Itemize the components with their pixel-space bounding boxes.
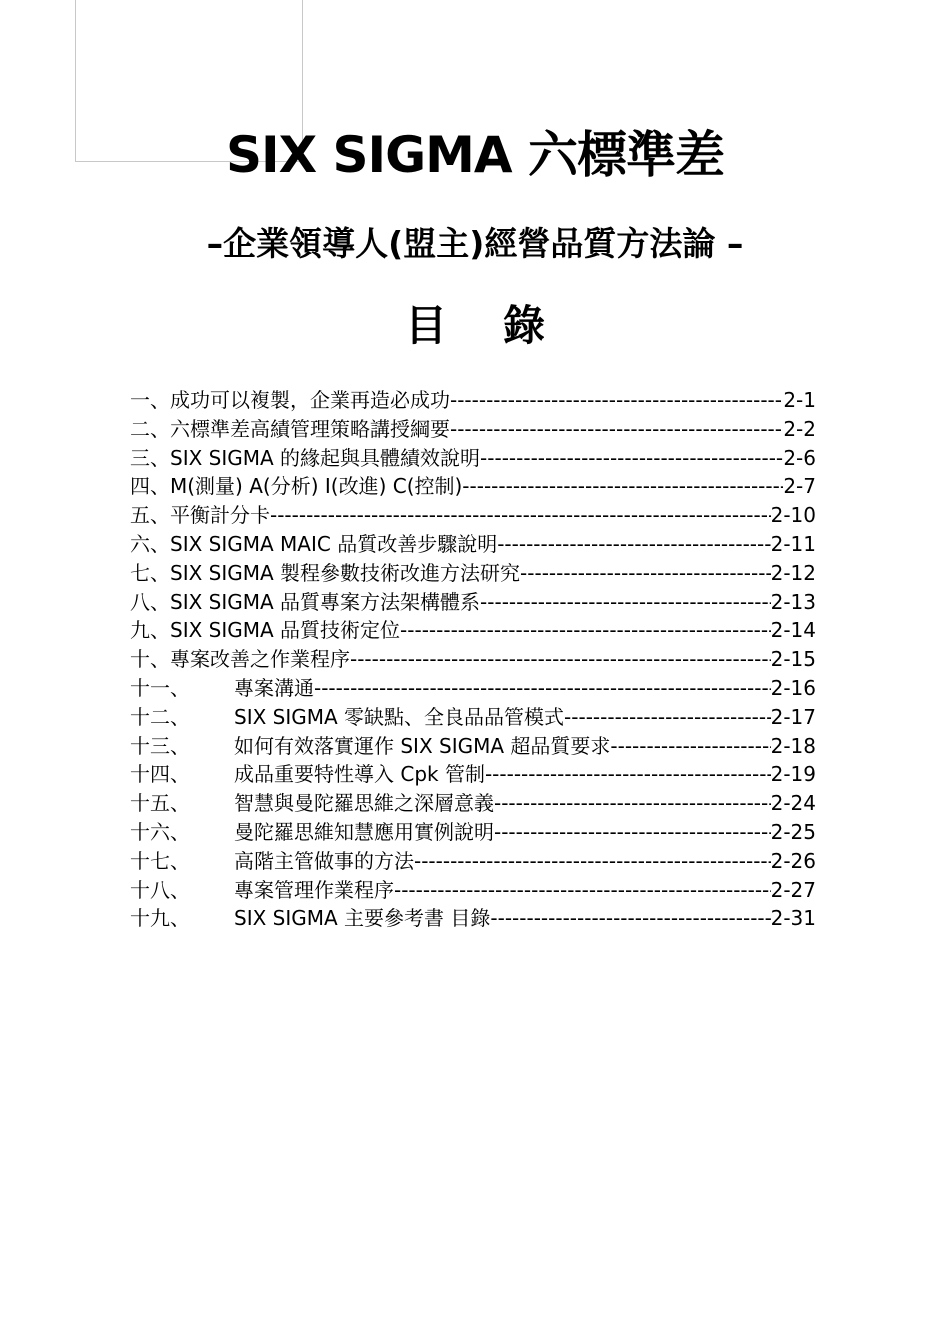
toc-entry-leader bbox=[462, 472, 783, 501]
toc-entry-page: 2-2 bbox=[783, 416, 816, 441]
toc-entry-leader bbox=[564, 703, 771, 732]
toc-entry-number: 十、 bbox=[130, 647, 170, 672]
toc-heading bbox=[0, 296, 950, 356]
toc-entry-title: 曼陀羅思維知慧應用實例說明 bbox=[234, 819, 494, 844]
document-subtitle: –企業領導人(盟主)經營品質方法論 – bbox=[206, 224, 744, 263]
table-of-contents bbox=[130, 386, 816, 933]
toc-entry bbox=[130, 386, 816, 415]
toc-entry-number: 十一、 bbox=[130, 675, 190, 700]
toc-entry-page: 2-11 bbox=[770, 531, 816, 556]
toc-entry-page: 2-19 bbox=[770, 762, 816, 787]
document-title: SIX SIGMA 六標準差 bbox=[225, 126, 725, 184]
toc-heading-char-2: 錄 bbox=[503, 301, 546, 350]
toc-entry bbox=[130, 760, 816, 789]
toc-entry bbox=[130, 645, 816, 674]
toc-entry bbox=[130, 530, 816, 559]
toc-entry-page: 2-27 bbox=[770, 877, 816, 902]
toc-entry bbox=[130, 904, 816, 933]
toc-entry-page: 2-16 bbox=[770, 675, 816, 700]
toc-entry-title: SIX SIGMA 主要參考書 目錄 bbox=[234, 906, 491, 931]
toc-entry-number: 九、 bbox=[130, 618, 170, 643]
toc-entry-title: 成品重要特性導入 Cpk 管制 bbox=[234, 762, 485, 787]
toc-entry-page: 2-31 bbox=[770, 906, 816, 931]
toc-entry bbox=[130, 732, 816, 761]
toc-entry-number: 五、 bbox=[130, 503, 170, 528]
toc-entry-number: 三、 bbox=[130, 445, 170, 470]
toc-entry-leader bbox=[490, 904, 770, 933]
toc-entry bbox=[130, 444, 816, 473]
toc-entry bbox=[130, 588, 816, 617]
toc-entry-title: 平衡計分卡 bbox=[170, 503, 270, 528]
toc-entry bbox=[130, 703, 816, 732]
toc-entry-leader bbox=[497, 530, 770, 559]
toc-entry-leader bbox=[450, 386, 783, 415]
toc-entry-number: 一、 bbox=[130, 388, 170, 412]
toc-entry-title: SIX SIGMA 零缺點、全良品品管模式 bbox=[234, 704, 565, 729]
toc-entry-leader bbox=[270, 501, 771, 530]
toc-entry-leader bbox=[480, 588, 771, 617]
toc-entry-page: 2-26 bbox=[770, 848, 816, 873]
toc-entry bbox=[130, 501, 816, 530]
toc-entry bbox=[130, 674, 816, 703]
toc-entry bbox=[130, 472, 816, 501]
toc-entry-page: 2-17 bbox=[770, 704, 816, 729]
toc-entry bbox=[130, 415, 816, 444]
toc-entry-number: 六、 bbox=[130, 531, 170, 556]
toc-entry-number: 十三、 bbox=[130, 733, 190, 758]
toc-entry-number: 七、 bbox=[130, 560, 170, 585]
toc-entry-number: 十四、 bbox=[130, 762, 190, 787]
toc-entry-number: 八、 bbox=[130, 589, 170, 614]
toc-entry-title: 智慧與曼陀羅思維之深層意義 bbox=[234, 791, 494, 816]
toc-entry-title: 專案溝通 bbox=[234, 675, 314, 700]
toc-entry-number: 十六、 bbox=[130, 819, 190, 844]
toc-entry-number: 十八、 bbox=[130, 877, 190, 902]
toc-entry-leader bbox=[494, 789, 771, 818]
toc-entry-leader bbox=[610, 732, 770, 761]
toc-entry-leader bbox=[485, 760, 771, 789]
toc-entry-page: 2-6 bbox=[783, 445, 816, 470]
toc-entry-number: 四、 bbox=[130, 474, 170, 499]
toc-entry-leader bbox=[520, 559, 771, 588]
toc-entry-page: 2-25 bbox=[770, 819, 816, 844]
toc-entry-number: 二、 bbox=[130, 416, 170, 441]
toc-entry-leader bbox=[314, 674, 771, 703]
toc-entry-title: SIX SIGMA 的緣起與具體績效說明 bbox=[170, 445, 481, 470]
toc-entry-page: 2-10 bbox=[770, 503, 816, 528]
toc-entry-title: SIX SIGMA 製程參數技術改進方法研究 bbox=[170, 560, 521, 585]
toc-entry-title: 成功可以複製，企業再造必成功 bbox=[170, 388, 450, 412]
toc-entry bbox=[130, 559, 816, 588]
toc-entry-page: 2-24 bbox=[770, 791, 816, 816]
toc-entry-title: 六標準差高績管理策略講授綱要 bbox=[170, 416, 450, 441]
toc-entry-number: 十五、 bbox=[130, 791, 190, 816]
toc-entry-title: SIX SIGMA 品質專案方法架構體系 bbox=[170, 589, 481, 614]
toc-heading-char-1: 目 bbox=[404, 301, 447, 350]
toc-entry-leader bbox=[494, 818, 771, 847]
toc-entry-page: 2-15 bbox=[770, 647, 816, 672]
toc-entry-leader bbox=[414, 847, 771, 876]
toc-entry-title: 如何有效落實運作 SIX SIGMA 超品質要求 bbox=[234, 733, 611, 758]
toc-entry-number: 十九、 bbox=[130, 906, 190, 931]
toc-entry-leader bbox=[350, 645, 771, 674]
toc-entry-page: 2-7 bbox=[783, 474, 816, 499]
toc-entry-number: 十二、 bbox=[130, 704, 190, 729]
toc-entry-leader bbox=[394, 876, 771, 905]
toc-entry bbox=[130, 789, 816, 818]
toc-entry-title: SIX SIGMA 品質技術定位 bbox=[170, 618, 401, 643]
toc-entry-page: 2-12 bbox=[770, 560, 816, 585]
toc-entry bbox=[130, 876, 816, 905]
toc-entry-title: 專案改善之作業程序 bbox=[170, 647, 350, 672]
toc-entry-number: 十七、 bbox=[130, 848, 190, 873]
toc-entry-title: 高階主管做事的方法 bbox=[234, 848, 414, 873]
toc-entry-title: 專案管理作業程序 bbox=[234, 877, 394, 902]
toc-entry-title: SIX SIGMA MAIC 品質改善步驟說明 bbox=[170, 531, 498, 556]
toc-entry bbox=[130, 616, 816, 645]
toc-entry-title: M(測量) A(分析) I(改進) C(控制) bbox=[170, 474, 463, 499]
toc-entry-page: 2-1 bbox=[783, 388, 816, 412]
toc-entry bbox=[130, 818, 816, 847]
toc-entry-leader bbox=[450, 415, 783, 444]
toc-entry-page: 2-14 bbox=[770, 618, 816, 643]
toc-entry-page: 2-13 bbox=[770, 589, 816, 614]
toc-entry-leader bbox=[480, 444, 783, 473]
toc-entry bbox=[130, 847, 816, 876]
toc-entry-leader bbox=[400, 616, 771, 645]
toc-entry-page: 2-18 bbox=[770, 733, 816, 758]
